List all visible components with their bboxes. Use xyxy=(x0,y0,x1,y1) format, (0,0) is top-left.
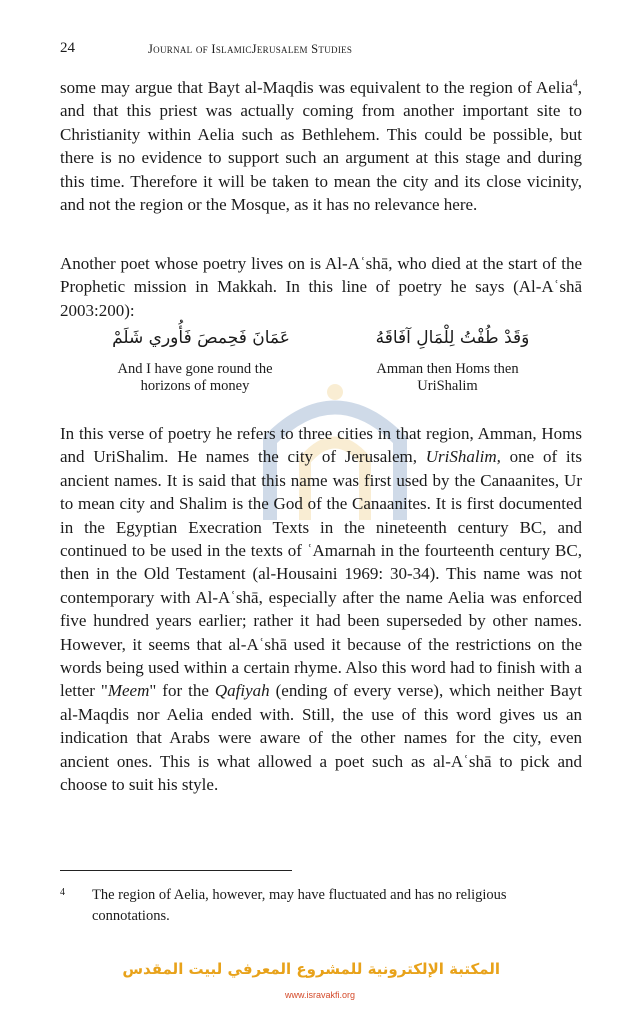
italic-term: UriShalim, xyxy=(425,447,501,467)
body-paragraph-3 xyxy=(60,422,582,797)
body-paragraph-1 xyxy=(60,76,582,216)
footer-library-name: المكتبة الإلكترونية للمشروع المعرفي لبيت المقدس xyxy=(122,960,500,978)
paragraph-text: some may argue that Bayt al-Maqdis was equivalent to the region of Aelia xyxy=(60,78,573,97)
paragraph-text: " for the xyxy=(149,681,215,701)
running-head: Journal of IslamicJerusalem Studies xyxy=(148,42,353,56)
footnote-number: 4 xyxy=(60,887,65,898)
footer-url-link[interactable]: www.isravakfi.org xyxy=(284,990,356,1000)
paragraph-text: (ending of every verse), which neither Bayt al-Maqdis nor Aelia ended with. Still, the use of this word gives us an indication that Arabs were aware of the other names for the city, even ancient ones. This is what allowed a poet such as al-Aʿshā to pick and choose to suit his style. xyxy=(60,681,582,795)
poetry-verse xyxy=(60,326,582,398)
italic-term: Meem xyxy=(107,681,150,701)
verse-translation-right: Amman then Homs then UriShalim xyxy=(376,361,519,394)
footnote-reference[interactable]: 4 xyxy=(572,78,578,90)
paragraph-text: , and that this priest was actually coming from another important site to Christianity within Aelia such as Bethlehem. This could be possible, but there is no evidence to support such an argument at this stage and during this time. Therefore it will be taken to mean the city and its close vicinity, and not the region or the Mosque, as it has no relevance here. xyxy=(60,78,582,215)
verse-arabic-right: وَقَدْ طُفْتُ لِلْمَالِ آفَاقَهُ xyxy=(375,328,530,348)
page-header xyxy=(60,40,580,60)
paragraph-text: one of its ancient names. It is said that this name was first used by the Canaanites, Ur to mean city and Shalim is the God of the Canaanites. It is first documented in the Egyptian Execration Texts in the nineteenth century BC, and continued to be used in the texts of ʿAmarnah in the fourteenth century BC, then in the Old Testament (al-Housaini 1969: 30-34). This name was not contemporary with Al-Aʿshā, especially after the name Aelia was enforced five hundred years earlier; rather it had been superseded by other names. However, it seems that al-Aʿshā used it because of the restrictions on the words being used within a certain rhyme. Also this word had to finish with a letter " xyxy=(60,447,582,701)
body-paragraph-2: Another poet whose poetry lives on is Al-Aʿshā, who died at the start of the Prophetic mission in Makkah. In this line of poetry he says (Al-Aʿshā 2003:200): xyxy=(60,254,582,320)
paragraph-text: In this verse of poetry he refers to three cities in that region, Amman, Homs and UriShalim. He names the city of Jerusalem, xyxy=(60,424,582,467)
page-number: 24 xyxy=(60,40,75,56)
verse-arabic-left: عَمَانَ فَحِمصَ فَأُوري شَلَمْ xyxy=(112,328,290,348)
verse-translation-left: And I have gone round the horizons of money xyxy=(117,361,273,394)
footnote-text: The region of Aelia, however, may have fluctuated and has no religious connotations. xyxy=(92,887,507,924)
footnote-divider xyxy=(60,870,292,871)
italic-term: Qafiyah xyxy=(214,681,270,701)
